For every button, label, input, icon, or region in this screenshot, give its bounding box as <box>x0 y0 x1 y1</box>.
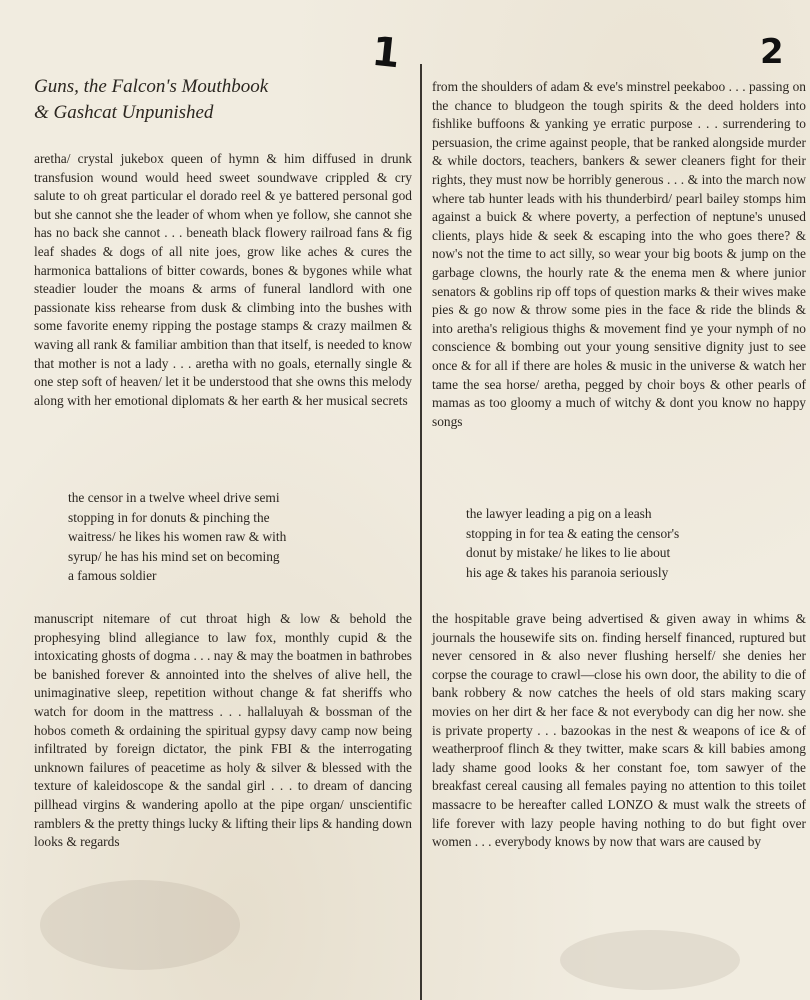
title-line-2: & Gashcat Unpunished <box>34 102 214 123</box>
left-poem: the censor in a twelve wheel drive semi stopping in for donuts & pinching the waitress/ he likes his women raw & with syrup/ he has his mind set on becoming a famous soldier <box>68 490 287 583</box>
title-line-1: Guns, the Falcon's Mouthbook <box>34 76 269 97</box>
page-number-right: 2 <box>760 32 784 72</box>
left-paragraph-2: manuscript nitemare of cut throat high & low & behold the prophesying blind allegiance to law fox, monthly cupid & the intoxicating ghosts of dogma . . . nay & may the boatmen in bathrobes be banished forever & annointed into the shelves of alive hell, the unimaginative sleep, repetition without change & fat sheriffs who watch for doom in the mattress . . . hallaluyah & bossman of the hobos cometh & ordaining the spiritual gypsy davy camp now being infiltrated by foreign dictator, the pink FBI & the interrogating unknown failures of peacetime as holy & silver & blessed with the texture of kaleidoscope & the sandal girl . . . to dream of dancing pillhead virgins & wandering apollo at the pipe organ/ unscientific ramblers & the pretty things lucky & lifting their lips & handing down looks & regards <box>34 611 412 850</box>
paper-stain <box>40 880 240 970</box>
page-number-left: 1 <box>369 28 403 78</box>
paper-stain <box>560 930 740 990</box>
right-poem: the lawyer leading a pig on a leash stopping in for tea & eating the censor's donut by mistake/ he likes to lie about his age & takes his paranoia seriously <box>466 506 680 580</box>
page-title <box>34 74 394 126</box>
left-paragraph-1: aretha/ crystal jukebox queen of hymn & him diffused in drunk transfusion wound would heed sweet soundwave crippled & cry salute to oh great particular el dorado reel & ye battered personal god but she cannot she the leader of whom when ye follow, she cannot she has no back she cannot . . . beneath black flowery railroad fans & fig leaf shades & dogs of all nite joes, grow like aches & cures the harmonica battalions of bitter cowards, bones & bygones while what steadier louder the moans & arms of funeral landlord with one passionate kiss rehearse from dusk & climbing into the bushes with some favorite enemy ripping the postage stamps & crazy mailmen & waving all rank & familiar ambition than that itself, is needed to know that mother is not a lady . . . aretha with no goals, eternally single & one step soft of heaven/ let it be understood that she owns this melody along with her emotional diplomats & her earth & her musical secrets <box>34 151 412 408</box>
right-paragraph-2: the hospitable grave being advertised & given away in whims & journals the housewife sits on. finding herself financed, ruptured but never censored in & also never flushing herself/ she denies her corpse the courage to crawl—close his own door, the ability to die of bank robbery & now catches the heels of old stars making scary movies on her dirt & her face & not everybody can dig her now. she is private property . . . bazookas in the nest & weapons of ice & of weatherproof flinch & they twitter, make scars & kill babies among lady shame good looks & her constant foe, tom sawyer of the breakfast cereal causing all females paying no attention to this toilet massacre to be hereafter called LONZO & must walk the streets of life forever with lazy people having nothing to do but fight over women . . . everybody knows by now that wars are caused by <box>432 611 806 850</box>
right-paragraph-1: from the shoulders of adam & eve's minstrel peekaboo . . . passing on the chance to bludgeon the tough spirits & the deed holders into fishlike buffoons & yanking ye erratic purpose . . . surrendering to persuasion, the crime against people, that be ranked alongside murder & while doctors, teachers, bankers & sewer cleaners fight for their rights, they must now be horribly generous . . . & into the march now where tab hunter leads with his thunderbird/ pearl bailey stomps him against a buick & where poverty, a perfection of neptune's unused clients, plays hide & seek & escaping into the who goes there? & now's not the time to act silly, so wear your big boots & jump on the garbage clowns, the hourly rate & the enema men & where junior senators & goblins rip off tops of question marks & their wives make pies & go now & throw some pies in the face & ride the blinds & into aretha's religious thighs & movement find ye your nymph of no conscience & bombing out your young sensitive dignity just to see once & for all if there are holes & music in the universe & watch her tame the sea horse/ aretha, pegged by choir boys & other pearls of mamas as too gloomy a much of witchy & dont you know no happy songs <box>432 79 806 429</box>
column-divider <box>420 64 422 1000</box>
